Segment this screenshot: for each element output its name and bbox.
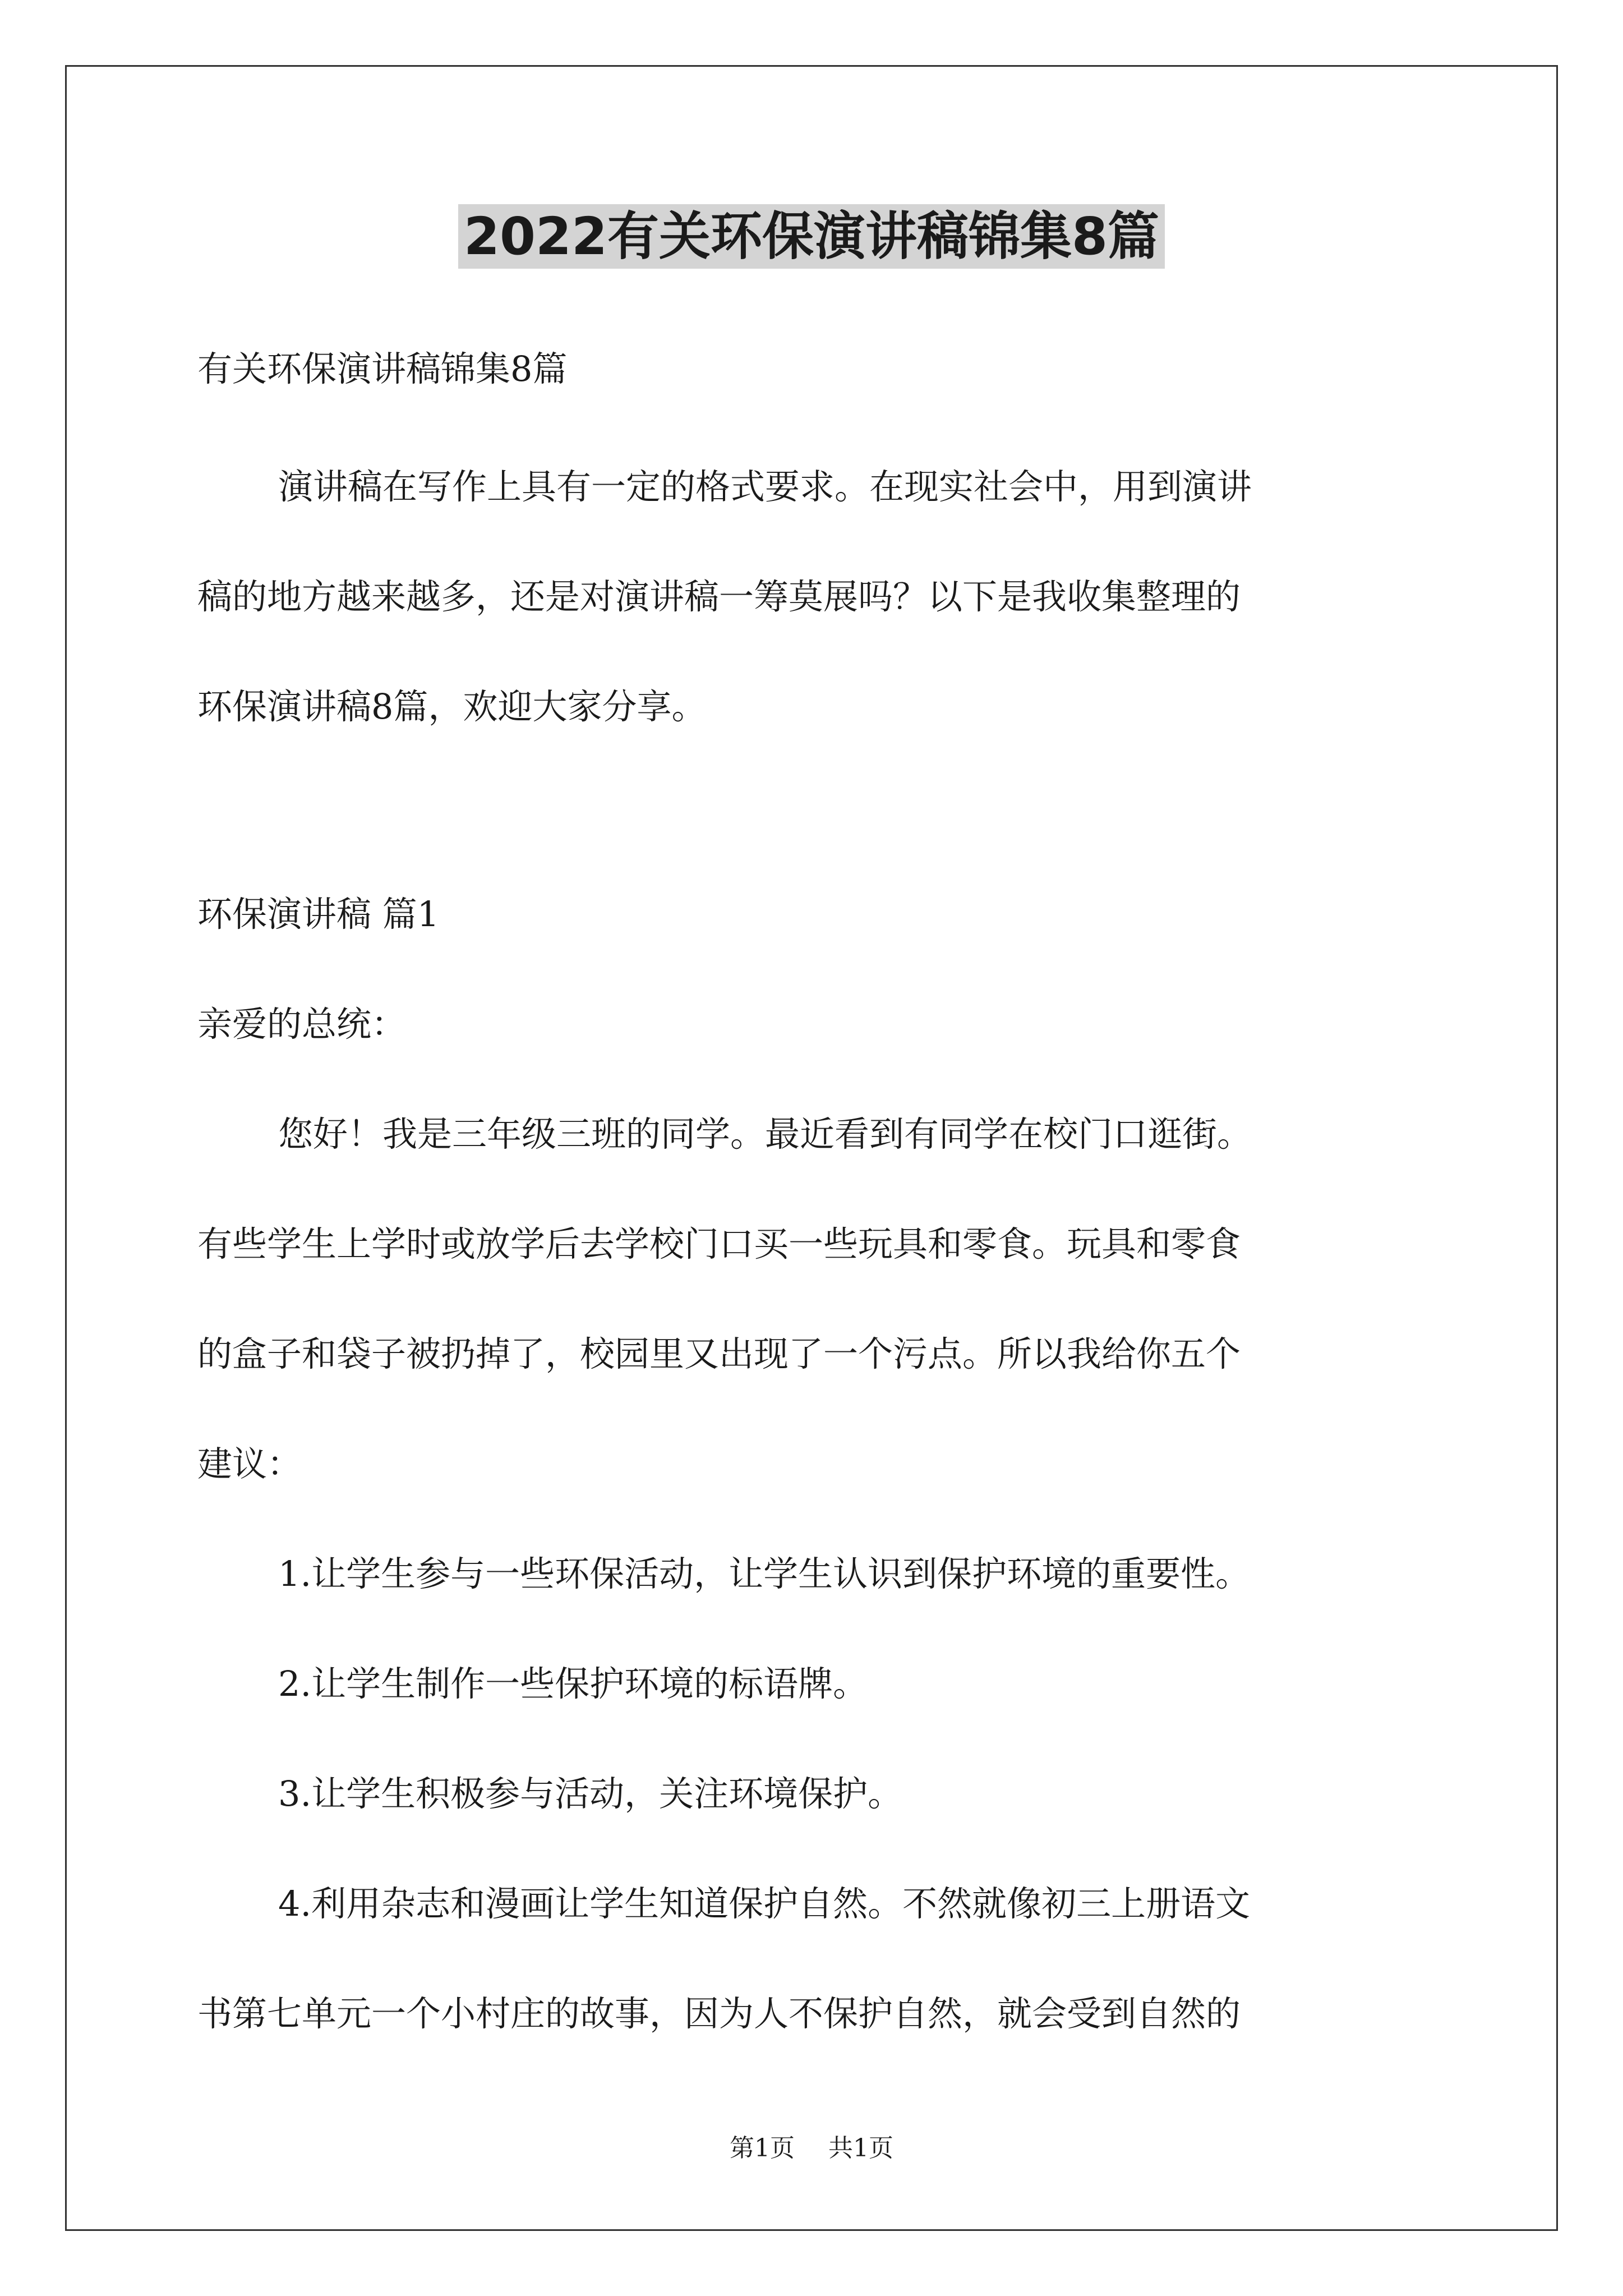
page-footer xyxy=(0,2132,1623,2165)
suggestion-4-line-1: 4.利用杂志和漫画让学生知道保护自然。不然就像初三上册语文 xyxy=(278,1883,1251,1924)
suggestion-4-line-2: 书第七单元一个小村庄的故事，因为人不保护自然，就会受到自然的 xyxy=(197,1993,1241,2034)
suggestion-2: 2.让学生制作一些保护环境的标语牌。 xyxy=(278,1663,868,1704)
body-line-1: 您好！我是三年级三班的同学。最近看到有同学在校门口逛街。 xyxy=(278,1114,1252,1154)
page-number-current: 第1页 xyxy=(730,2134,795,2162)
salutation: 亲爱的总统： xyxy=(197,1004,407,1045)
intro-line-1: 演讲稿在写作上具有一定的格式要求。在现实社会中，用到演讲 xyxy=(278,466,1252,507)
section-heading: 环保演讲稿 篇1 xyxy=(197,894,440,935)
body-line-3: 的盒子和袋子被扔掉了，校园里又出现了一个污点。所以我给你五个 xyxy=(197,1333,1241,1374)
document-title xyxy=(0,202,1623,272)
intro-line-3: 环保演讲稿8篇，欢迎大家分享。 xyxy=(197,686,707,727)
page-number-total: 共1页 xyxy=(828,2134,893,2162)
intro-line-2: 稿的地方越来越多，还是对演讲稿一筹莫展吗？以下是我收集整理的 xyxy=(197,576,1241,617)
suggestion-1: 1.让学生参与一些环保活动，让学生认识到保护环境的重要性。 xyxy=(278,1553,1251,1594)
body-line-4: 建议： xyxy=(197,1443,302,1484)
body-line-2: 有些学生上学时或放学后去学校门口买一些玩具和零食。玩具和零食 xyxy=(197,1223,1241,1264)
suggestion-3: 3.让学生积极参与活动，关注环境保护。 xyxy=(278,1773,903,1814)
subtitle: 有关环保演讲稿锦集8篇 xyxy=(197,348,568,389)
document-title-text: 2022有关环保演讲稿锦集8篇 xyxy=(458,204,1165,269)
